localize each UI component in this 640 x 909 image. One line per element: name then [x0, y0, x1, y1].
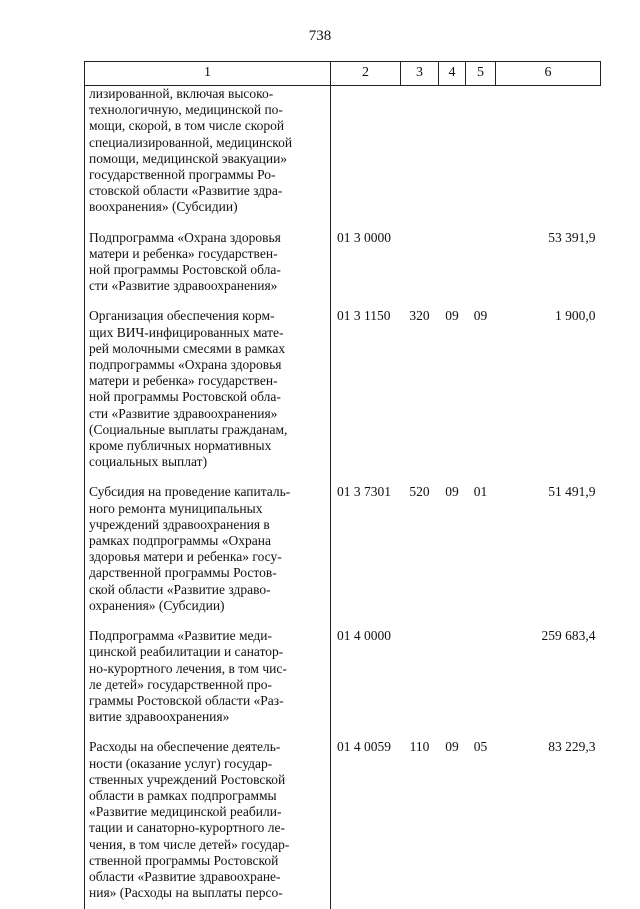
row-name-line: государственной программы Ро- — [89, 167, 326, 183]
table-row — [85, 733, 601, 909]
row-name-cell — [85, 478, 331, 622]
row-name-line: ственной программы Ростовской — [89, 853, 326, 869]
amount-value: 51 491,9 — [496, 478, 601, 622]
table-row — [85, 86, 601, 224]
row-name-line: области «Развитие здравоохране- — [89, 869, 326, 885]
row-name-line: «Развитие медицинской реабили- — [89, 804, 326, 820]
table-row — [85, 478, 601, 622]
row-name-line: сти «Развитие здравоохранения» — [89, 406, 326, 422]
row-name-line: ности (оказание услуг) государ- — [89, 756, 326, 772]
page-number: 738 — [0, 28, 640, 45]
table-header-row — [85, 62, 601, 86]
row-name-line: рей молочными смесями в рамках — [89, 341, 326, 357]
table-row — [85, 302, 601, 478]
row-name-line: (Социальные выплаты гражданам, — [89, 422, 326, 438]
row-name-line: рамках подпрограммы «Охрана — [89, 533, 326, 549]
section-code: 09 — [439, 302, 466, 478]
row-name-line: тации и санаторно-курортного ле- — [89, 820, 326, 836]
row-name-line: Расходы на обеспечение деятель- — [89, 739, 326, 755]
row-name-line: ственных учреждений Ростовской — [89, 772, 326, 788]
row-name-line: лизированной, включая высоко- — [89, 86, 326, 102]
row-name-line: матери и ребенка» государствен- — [89, 246, 326, 262]
row-name-line: граммы Ростовской области «Раз- — [89, 693, 326, 709]
row-name-line: ной программы Ростовской обла- — [89, 262, 326, 278]
row-name-line: Организация обеспечения корм- — [89, 308, 326, 324]
row-name-line: области в рамках подпрограммы — [89, 788, 326, 804]
row-name-line: щих ВИЧ-инфицированных мате- — [89, 325, 326, 341]
row-name-line: сти «Развитие здравоохранения» — [89, 278, 326, 294]
row-name-cell — [85, 302, 331, 478]
row-name-line: ного ремонта муниципальных — [89, 501, 326, 517]
table-body — [85, 86, 601, 909]
subsection-code — [466, 86, 496, 224]
expense-type-code: 110 — [401, 733, 439, 909]
column-header: 3 — [401, 62, 439, 86]
column-header: 4 — [439, 62, 466, 86]
row-name-line: но-курортного лечения, в том чис- — [89, 661, 326, 677]
section-code — [439, 622, 466, 733]
expense-type-code — [401, 86, 439, 224]
table-row — [85, 622, 601, 733]
column-header: 1 — [85, 62, 331, 86]
expense-type-code — [401, 622, 439, 733]
row-name-line: социальных выплат) — [89, 454, 326, 470]
row-name-cell — [85, 86, 331, 224]
subsection-code — [466, 224, 496, 303]
expense-type-code — [401, 224, 439, 303]
section-code: 09 — [439, 733, 466, 909]
subsection-code — [466, 622, 496, 733]
section-code — [439, 224, 466, 303]
expense-type-code: 320 — [401, 302, 439, 478]
target-article-code: 01 4 0059 — [331, 733, 401, 909]
amount-value: 83 229,3 — [496, 733, 601, 909]
target-article-code: 01 3 0000 — [331, 224, 401, 303]
column-header: 2 — [331, 62, 401, 86]
row-name-line: Субсидия на проведение капиталь- — [89, 484, 326, 500]
row-name-line: стовской области «Развитие здра- — [89, 183, 326, 199]
budget-table — [84, 61, 601, 909]
row-name-line: здоровья матери и ребенка» госу- — [89, 549, 326, 565]
column-header: 6 — [496, 62, 601, 86]
target-article-code: 01 3 7301 — [331, 478, 401, 622]
row-name-line: специализированной, медицинской — [89, 135, 326, 151]
row-name-line: охранения» (Субсидии) — [89, 598, 326, 614]
target-article-code: 01 3 1150 — [331, 302, 401, 478]
subsection-code: 05 — [466, 733, 496, 909]
amount-value: 1 900,0 — [496, 302, 601, 478]
row-name-line: учреждений здравоохранения в — [89, 517, 326, 533]
row-name-line: ной программы Ростовской обла- — [89, 389, 326, 405]
row-name-line: мощи, скорой, в том числе скорой — [89, 118, 326, 134]
row-name-line: помощи, медицинской эвакуации» — [89, 151, 326, 167]
target-article-code — [331, 86, 401, 224]
row-name-cell — [85, 733, 331, 909]
subsection-code: 09 — [466, 302, 496, 478]
row-name-line: витие здравоохранения» — [89, 709, 326, 725]
column-header: 5 — [466, 62, 496, 86]
row-name-line: матери и ребенка» государствен- — [89, 373, 326, 389]
amount-value — [496, 86, 601, 224]
row-name-line: ле детей» государственной про- — [89, 677, 326, 693]
row-name-line: воохранения» (Субсидии) — [89, 199, 326, 215]
row-name-line: Подпрограмма «Развитие меди- — [89, 628, 326, 644]
row-name-line: чения, в том числе детей» государ- — [89, 837, 326, 853]
row-name-line: подпрограммы «Охрана здоровья — [89, 357, 326, 373]
row-name-cell — [85, 224, 331, 303]
row-name-line: технологичную, медицинской по- — [89, 102, 326, 118]
section-code: 09 — [439, 478, 466, 622]
row-name-line: цинской реабилитации и санатор- — [89, 644, 326, 660]
expense-type-code: 520 — [401, 478, 439, 622]
row-name-line: дарственной программы Ростов- — [89, 565, 326, 581]
amount-value: 53 391,9 — [496, 224, 601, 303]
row-name-line: ской области «Развитие здраво- — [89, 582, 326, 598]
target-article-code: 01 4 0000 — [331, 622, 401, 733]
section-code — [439, 86, 466, 224]
row-name-line: Подпрограмма «Охрана здоровья — [89, 230, 326, 246]
amount-value: 259 683,4 — [496, 622, 601, 733]
subsection-code: 01 — [466, 478, 496, 622]
row-name-line: ния» (Расходы на выплаты персо- — [89, 885, 326, 901]
row-name-line: кроме публичных нормативных — [89, 438, 326, 454]
table-row — [85, 224, 601, 303]
row-name-cell — [85, 622, 331, 733]
